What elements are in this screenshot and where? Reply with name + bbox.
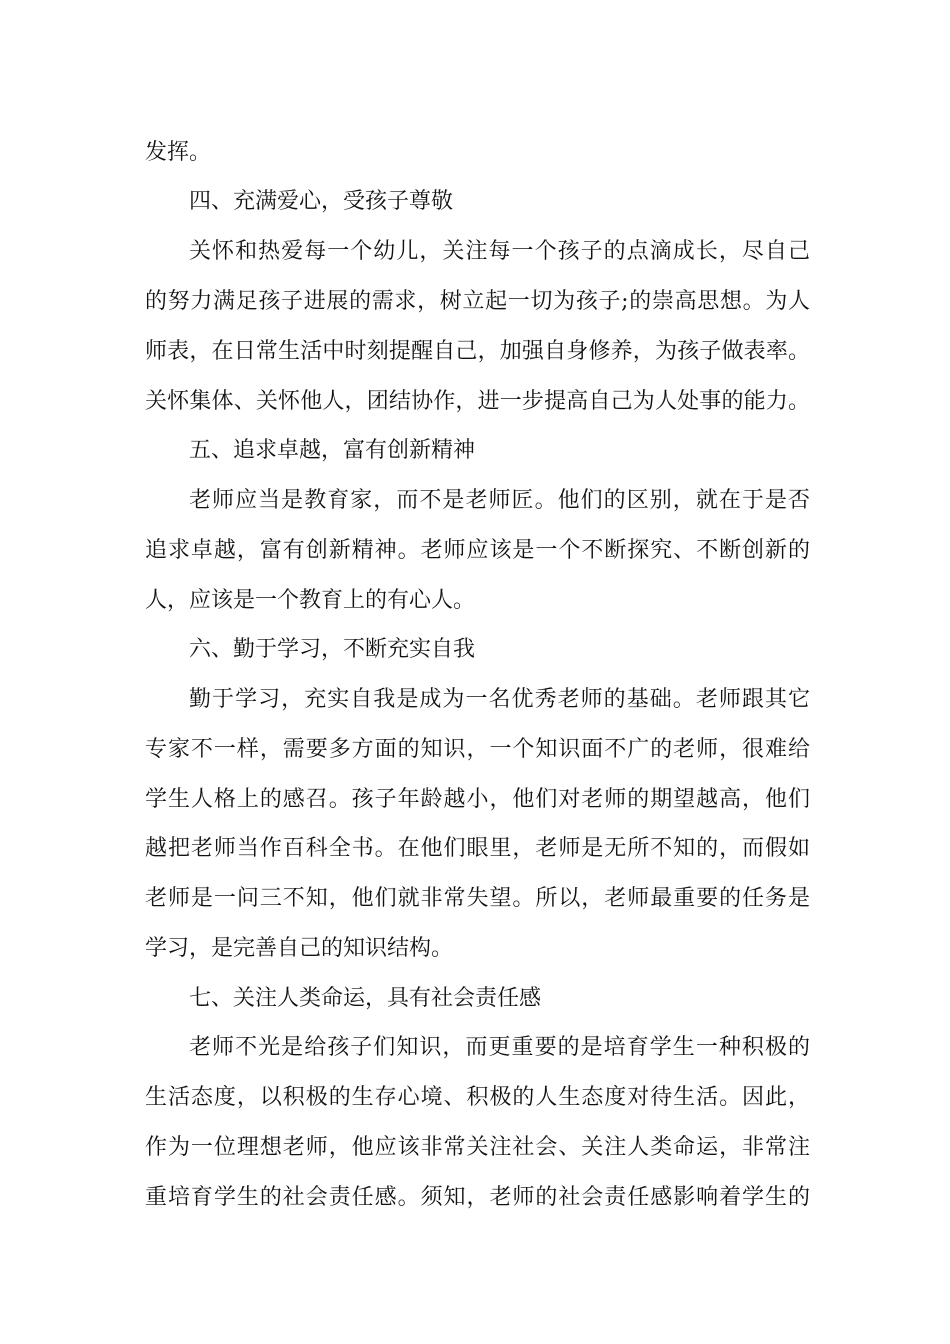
paragraph-line: 专家不一样，需要多方面的知识，一个知识面不广的老师，很难给 bbox=[145, 737, 810, 762]
paragraph-line: 关怀集体、关怀他人，团结协作，进一步提高自己为人处事的能力。 bbox=[145, 389, 810, 414]
paragraph-line: 的努力满足孩子进展的需求，树立起一切为孩子;的崇高思想。为人 bbox=[145, 289, 810, 314]
paragraph-line: 勤于学习，充实自我是成为一名优秀老师的基础。老师跟其它 bbox=[189, 687, 810, 712]
paragraph-line: 老师不光是给孩子们知识，而更重要的是培育学生一种积极的 bbox=[189, 1035, 810, 1060]
paragraph-line: 老师应当是教育家，而不是老师匠。他们的区别，就在于是否 bbox=[189, 488, 810, 513]
section-heading: 七、关注人类命运，具有社会责任感 bbox=[189, 986, 542, 1011]
paragraph-line: 关怀和热爱每一个幼儿，关注每一个孩子的点滴成长，尽自己 bbox=[189, 239, 810, 264]
paragraph-line: 学生人格上的感召。孩子年龄越小，他们对老师的期望越高，他们 bbox=[145, 787, 810, 812]
paragraph-line: 学习，是完善自己的知识结构。 bbox=[145, 936, 454, 961]
paragraph-line: 重培育学生的社会责任感。须知，老师的社会责任感影响着学生的 bbox=[145, 1185, 810, 1210]
section-heading: 六、勤于学习，不断充实自我 bbox=[189, 637, 476, 662]
paragraph-line: 发挥。 bbox=[145, 140, 212, 165]
section-heading: 五、追求卓越，富有创新精神 bbox=[189, 438, 476, 463]
paragraph-line: 作为一位理想老师，他应该非常关注社会、关注人类命运，非常注 bbox=[145, 1135, 810, 1160]
section-heading: 四、充满爱心，受孩子尊敬 bbox=[189, 189, 454, 214]
paragraph-line: 越把老师当作百科全书。在他们眼里，老师是无所不知的，而假如 bbox=[145, 836, 810, 861]
paragraph-line: 师表，在日常生活中时刻提醒自己，加强自身修养，为孩子做表率。 bbox=[145, 339, 810, 364]
paragraph-line: 人，应该是一个教育上的有心人。 bbox=[145, 588, 476, 613]
paragraph-line: 追求卓越，富有创新精神。老师应该是一个不断探究、不断创新的 bbox=[145, 538, 810, 563]
paragraph-line: 老师是一问三不知，他们就非常失望。所以，老师最重要的任务是 bbox=[145, 886, 810, 911]
paragraph-line: 生活态度，以积极的生存心境、积极的人生态度对待生活。因此， bbox=[145, 1085, 810, 1110]
